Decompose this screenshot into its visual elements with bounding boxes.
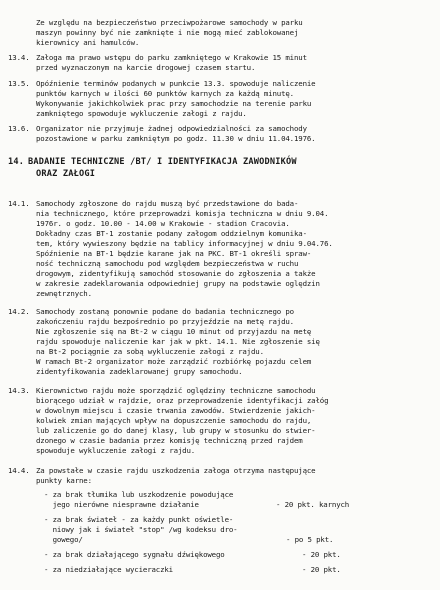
section-title: BADANIE TECHNICZNE /BT/ I IDENTYFIKACJA ZAWODNIKÓW bbox=[28, 157, 297, 167]
text-line: W ramach Bt-2 organizator może zarządzić rozbiórkę pojazdu celem bbox=[36, 357, 312, 366]
paragraph-number: 13.6. bbox=[8, 124, 30, 133]
text-line: rajdu spowoduje naliczenie kar jak w pkt. 14.1. Nie zgłoszenie się bbox=[36, 337, 320, 346]
text-line: zamkniętego spowoduje wykluczenie załogi z rajdu. bbox=[36, 109, 247, 118]
text-line: nia technicznego, które przeprowadzi komisja techniczna w dniu 9.04. bbox=[36, 209, 329, 218]
text-line: lub zaliczenie go do danej klasy, lub grupy w stosunku do stwier- bbox=[36, 426, 316, 435]
text-line: pozostawione w parku zamkniętym po godz. 11.30 w dniu 11.04.1976. bbox=[36, 134, 316, 143]
text-line: zakończeniu rajdu bezpośrednio po przyjeździe na metę rajdu. bbox=[36, 317, 294, 326]
text-line: 1976r. o godz. 10.00 - 14.00 w Krakowie - stadion Cracovia. bbox=[36, 219, 290, 228]
text-line: punktów karnych w ilości 60 punktów karnych za każdą minutę. bbox=[36, 89, 294, 98]
text-line: Nie zgłoszenie się na Bt-2 w ciągu 10 minut od przyjazdu na metę bbox=[36, 327, 312, 336]
text-line: na Bt-2 pociągnie za sobą wykluczenie załogi z rajdu. bbox=[36, 347, 264, 356]
paragraph-number: 14.2. bbox=[8, 307, 30, 316]
text-line: tem, który wywieszony będzie na tablicy informacyjnej w dniu 9.04.76. bbox=[36, 239, 333, 248]
text-line: Samochody zostaną ponownie podane do badania technicznego po bbox=[36, 307, 294, 316]
text-line: Za powstałe w czasie rajdu uszkodzenia załoga otrzyma następujące bbox=[36, 466, 316, 475]
paragraph-number: 13.4. bbox=[8, 53, 30, 62]
penalty-amount: - 20 pkt. bbox=[302, 565, 341, 574]
penalty-text: - za brak tłumika lub uszkodzenie powodujące bbox=[44, 490, 234, 499]
paragraph-number: 14.1. bbox=[8, 199, 30, 208]
text-line: biorącego udział w rajdzie, oraz przeprowadzenie identyfikacji załóg bbox=[36, 396, 329, 405]
text-line: zidentyfikowania zadeklarowanej grupy samochodu. bbox=[36, 367, 243, 376]
text-line: Wykonywanie jakichkolwiek prac przy samochodzie na terenie parku bbox=[36, 99, 312, 108]
penalty-amount: - po 5 pkt. bbox=[286, 535, 334, 544]
text-line: dzonego w czasie badania przez komisję techniczną przed rajdem bbox=[36, 436, 303, 445]
penalty-amount: - 20 pkt. bbox=[302, 550, 341, 559]
text-line: Samochody zgłoszone do rajdu muszą być przedstawione do bada- bbox=[36, 199, 299, 208]
text-line: przed wyznaczonym na karcie drogowej czasem startu. bbox=[36, 63, 256, 72]
text-line: Opóźnienie terminów podanych w punkcie 13.3. spowoduje naliczenie bbox=[36, 79, 316, 88]
penalty-text: - za brak działającego sygnału dźwiękowego bbox=[44, 550, 225, 559]
section-number: 14. bbox=[8, 157, 25, 167]
text-line: maszyn powinny być nie zamknięte i nie mogą mieć zablokowanej bbox=[36, 28, 299, 37]
penalty-text: jego nierówne niesprawne działanie bbox=[44, 500, 199, 509]
text-line: spowoduje wykluczenie załogi z rajdu. bbox=[36, 446, 196, 455]
paragraph-number: 13.5. bbox=[8, 79, 30, 88]
text-line: ność techniczną samochodu pod względem bezpieczeństwa w ruchu bbox=[36, 259, 299, 268]
text-line: w dowolnym miejscu i czasie trwania zawodów. Stwierdzenie jakich- bbox=[36, 406, 316, 415]
penalty-amount: - 20 pkt. karnych bbox=[276, 500, 350, 509]
penalty-text: gowego/ bbox=[44, 535, 83, 544]
section-title-continued: ORAZ ZAŁOGI bbox=[36, 169, 96, 179]
text-line: Kierownictwo rajdu może sporządzić oględziny techniczne samochodu bbox=[36, 386, 316, 395]
penalty-text: - za niedziałające wycieraczki bbox=[44, 565, 173, 574]
text-line: kierownicy ani hamulców. bbox=[36, 38, 140, 47]
text-line: Ze względu na bezpieczeństwo przeciwpożarowe samochody w parku bbox=[36, 18, 303, 27]
text-line: drogowym, zidentyfikują samochód stosowanie do zgłoszenia a także bbox=[36, 269, 316, 278]
text-line: Spóźnienie na BT-1 będzie karane jak na PKC. BT-1 określi spraw- bbox=[36, 249, 312, 258]
text-line: zewnętrznych. bbox=[36, 289, 92, 298]
text-line: kolwiek zmian mających wpływ na dopuszczenie samochodu do rajdu, bbox=[36, 416, 312, 425]
text-line: Organizator nie przyjmuje żadnej odpowiedzialności za samochody bbox=[36, 124, 307, 133]
paragraph-number: 14.4. bbox=[8, 466, 30, 475]
text-line: Załoga ma prawo wstępu do parku zamkniętego w Krakowie 15 minut bbox=[36, 53, 307, 62]
penalty-text: - za brak świateł - za każdy punkt oświetle- bbox=[44, 515, 234, 524]
paragraph-number: 14.3. bbox=[8, 386, 30, 395]
penalty-text: niowy jak i świateł "stop" /wg kodeksu dro- bbox=[44, 525, 238, 534]
text-line: w zakresie zadeklarowania odpowiedniej grupy na podstawie oględzin bbox=[36, 279, 320, 288]
text-line: Dokładny czas BT-1 zostanie podany załogom oddzielnym komunika- bbox=[36, 229, 307, 238]
text-line: punkty karne: bbox=[36, 476, 92, 485]
